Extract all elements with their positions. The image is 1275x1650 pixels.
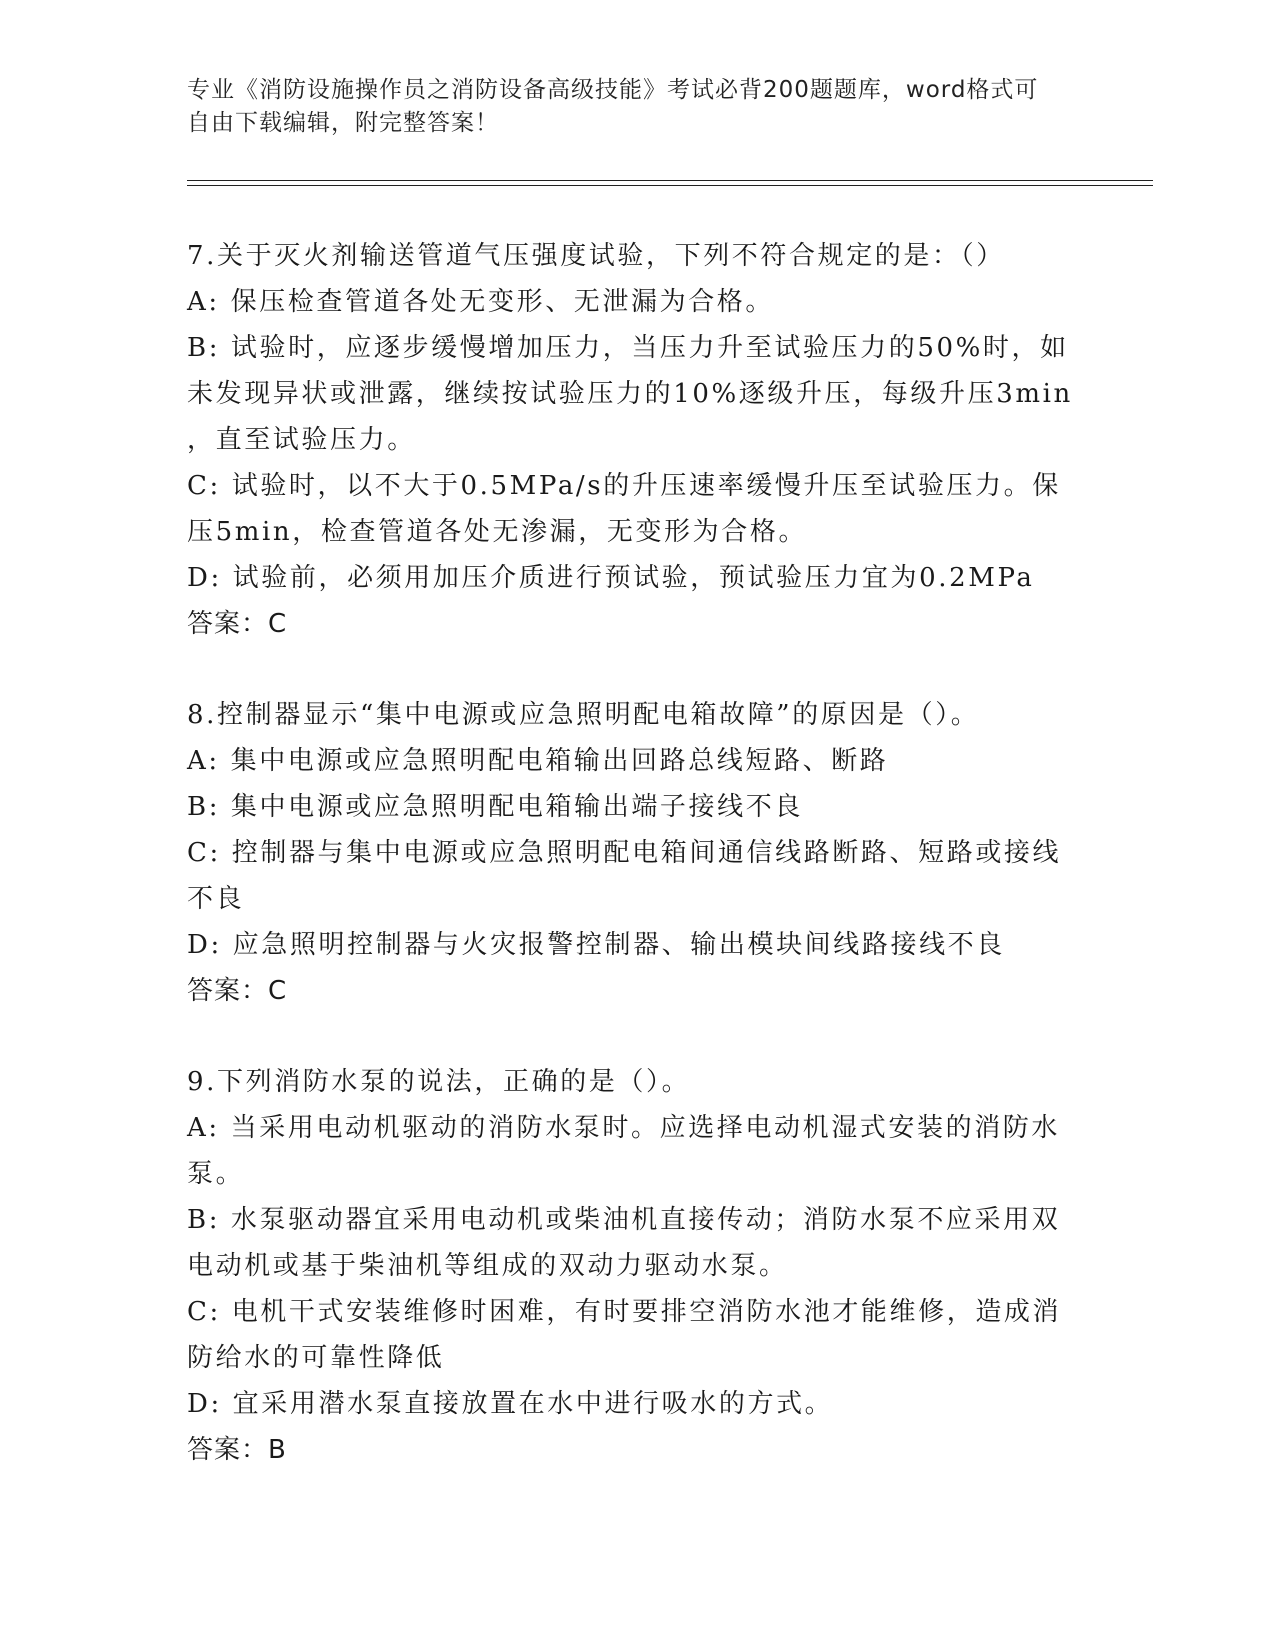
option-b: B: 试验时，应逐步缓慢增加压力，当压力升至试验压力的50%时，如	[187, 333, 1069, 363]
option-b: B: 水泵驱动器宜采用电动机或柴油机直接传动；消防水泵不应采用双	[187, 1205, 1061, 1235]
answer-label: 答案：B	[187, 1435, 287, 1465]
question-text: 7.关于灭火剂输送管道气压强度试验，下列不符合规定的是：（）	[187, 241, 1005, 271]
option-a: A: 保压检查管道各处无变形、无泄漏为合格。	[187, 287, 775, 317]
header-line-2: 自由下载编辑，附完整答案！	[187, 110, 499, 136]
option-c: C: 控制器与集中电源或应急照明配电箱间通信线路断路、短路或接线	[187, 838, 1062, 868]
option-c-cont: 压5min，检查管道各处无渗漏，无变形为合格。	[187, 517, 808, 547]
header-line-1: 专业《消防设施操作员之消防设备高级技能》考试必背200题题库，word格式可	[187, 77, 1039, 103]
question-block-9	[187, 1059, 1077, 1473]
option-a-cont: 泵。	[187, 1159, 245, 1189]
option-c: C: 电机干式安装维修时困难，有时要排空消防水池才能维修，造成消	[187, 1297, 1062, 1327]
question-block-8	[187, 692, 1077, 1014]
header-rule-bottom	[187, 185, 1153, 186]
option-b-cont: 电动机或基于柴油机等组成的双动力驱动水泵。	[187, 1251, 788, 1281]
option-b-cont: 未发现异状或泄露，继续按试验压力的10%逐级升压，每级升压3min	[187, 379, 1073, 409]
question-text: 8.控制器显示“集中电源或应急照明配电箱故障”的原因是（）。	[187, 700, 980, 730]
option-a: A: 当采用电动机驱动的消防水泵时。应选择电动机湿式安装的消防水	[187, 1113, 1061, 1143]
option-c-cont: 防给水的可靠性降低	[187, 1343, 445, 1373]
answer-label: 答案：C	[187, 976, 288, 1006]
header-rule-top	[187, 180, 1153, 181]
option-d: D: 宜采用潜水泵直接放置在水中进行吸水的方式。	[187, 1389, 834, 1419]
option-b: B: 集中电源或应急照明配电箱输出端子接线不良	[187, 792, 803, 822]
option-b-cont: ，直至试验压力。	[187, 425, 416, 455]
document-header	[187, 74, 1087, 140]
question-text: 9.下列消防水泵的说法，正确的是（）。	[187, 1067, 691, 1097]
option-d: D: 应急照明控制器与火灾报警控制器、输出模块间线路接线不良	[187, 930, 1005, 960]
question-block-7	[187, 233, 1077, 647]
answer-label: 答案：C	[187, 609, 288, 639]
question-list	[187, 233, 1077, 1473]
option-a: A: 集中电源或应急照明配电箱输出回路总线短路、断路	[187, 746, 889, 776]
option-c: C: 试验时，以不大于0.5MPa/s的升压速率缓慢升压至试验压力。保	[187, 471, 1061, 501]
option-c-cont: 不良	[187, 884, 245, 914]
option-d: D: 试验前，必须用加压介质进行预试验，预试验压力宜为0.2MPa	[187, 563, 1035, 593]
